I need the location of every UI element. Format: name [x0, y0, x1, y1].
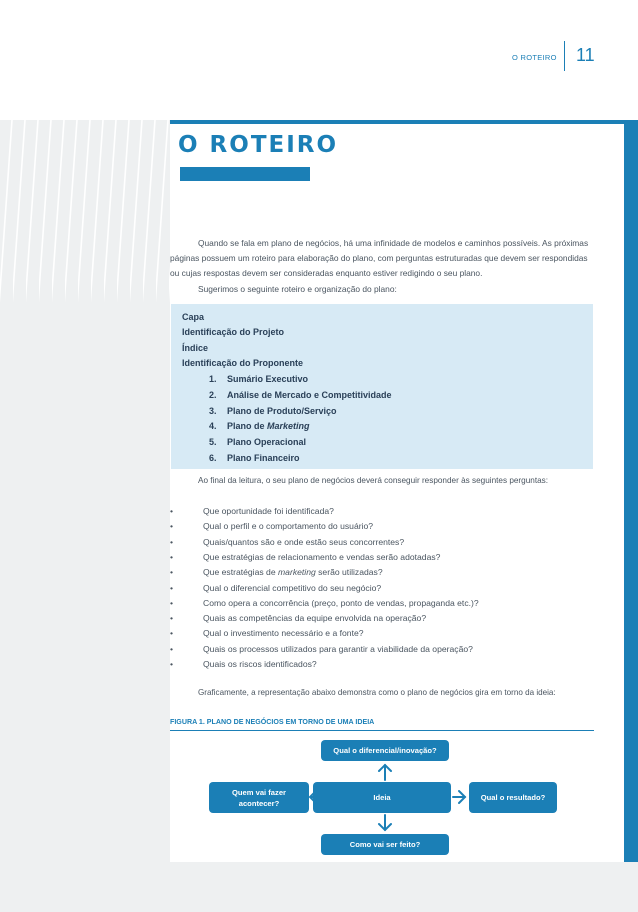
roadmap-numbered-item: 1. Sumário Executivo	[209, 374, 309, 384]
bullet-icon: •	[170, 597, 174, 608]
diagram-node-top: Qual o diferencial/inovação?	[321, 740, 449, 761]
bullet-icon: •	[170, 613, 174, 624]
bullet-icon: •	[170, 628, 174, 639]
roadmap-numbered-item: 2. Análise de Mercado e Competitividade	[209, 390, 392, 400]
arrow-right-icon	[453, 791, 465, 803]
roadmap-numbered-item: 5. Plano Operacional	[209, 437, 307, 447]
hatch-pattern-decoration	[0, 120, 170, 862]
arrow-down-icon	[379, 815, 391, 830]
roadmap-item: Identificação do Projeto	[182, 327, 285, 337]
roadmap-item: Identificação do Proponente	[182, 358, 304, 368]
diagram-node-center: Ideia	[313, 782, 451, 813]
intro-paragraph: Quando se fala em plano de negócios, há uma infinidade de modelos e caminhos possíveis. As próximas páginas possuem um roteiro para elaboração do plano, com perguntas estruturadas que devem ser respondidas ou cujas respostas devem ser consideradas enquanto estiver redigindo o seu plano.	[170, 238, 589, 279]
content-panel: O ROTEIRO Quando se fala em plano de negócios, há uma infinidade de modelos e caminhos possíveis. As próximas páginas possuem um roteiro para elaboração do plano, com perguntas estruturadas que devem ser respondidas ou cujas respostas devem ser consideradas enquanto estiver redigindo o seu plano. Sugerimos o seguinte roteiro e organização do plano: Capa Identificação do Projeto Índice Identificação do Proponente 1. Sumário Executivo 2. Análise de Mercado e Competitividade 3. Plano de Produto/Serviço 4. Plano de Marketing 5. Plano Operacional 6. Plano Financeiro Ao final da leitura, o seu plano de negócios deverá conseguir responder às seguintes perguntas: • Que oportunidade foi identificada? • Qual o perfil e o comportamento do usuário? • Quais/quantos são e onde estão seus concorrentes? • Que estratégias de relacionamento e vendas serão adotadas? • Que estratégias de marketing serão utilizadas? • Qual o diferencial competitivo do seu negócio? • Como opera a concorrência (preço, ponto de vendas, propaganda etc.)? • Quais as competências da equipe envolvida na operação? • Qual o investimento necessário e a fonte? • Quais os processos utilizados para garantir a viabilidade da operação? • Quais os riscos identificados? Graficamente, a representação abaixo demonstra como o plano de negócios gira em torno da ideia: FIGURA 1. PLANO DE NEGÓCIOS EM TORNO DE UMA IDEIA Qual o diferencial/inovação? Ideia Quem vai fazer acontecer? Qual o resultado? Como vai ser feito?	[170, 120, 624, 862]
bullet-icon: •	[170, 521, 174, 532]
roadmap-numbered-item: 3. Plano de Produto/Serviço	[209, 406, 337, 416]
diagram-arrows	[170, 734, 594, 860]
diagram-node-left: Quem vai fazer acontecer?	[209, 782, 309, 813]
bullet-icon: •	[170, 659, 174, 669]
running-title: O ROTEIRO	[512, 53, 557, 62]
questions-intro: Ao final da leitura, o seu plano de negócios deverá conseguir responder às seguintes perguntas:	[198, 476, 549, 485]
side-accent-strip	[624, 120, 638, 862]
page-number: 11	[576, 45, 595, 65]
diagram-node-bottom: Como vai ser feito?	[321, 834, 449, 855]
page-title: O ROTEIRO	[178, 132, 339, 158]
arrow-left-icon	[310, 791, 316, 803]
figure-rule	[170, 730, 594, 731]
title-accent-bar	[180, 167, 310, 181]
diagram-node-right: Qual o resultado?	[469, 782, 557, 813]
header-divider	[564, 41, 565, 71]
figure-caption: FIGURA 1. PLANO DE NEGÓCIOS EM TORNO DE UMA IDEIA	[170, 718, 375, 726]
page-header	[0, 0, 638, 120]
roadmap-item: Capa	[182, 312, 205, 322]
intro-suggestion: Sugerimos o seguinte roteiro e organização do plano:	[198, 284, 397, 294]
bullet-icon: •	[170, 643, 174, 654]
figure-intro: Graficamente, a representação abaixo demonstra como o plano de negócios gira em torno da ideia:	[198, 688, 556, 697]
idea-diagram	[170, 734, 594, 860]
bullet-icon: •	[170, 536, 174, 547]
roadmap-numbered-item: 6. Plano Financeiro	[209, 453, 300, 463]
bullet-icon: •	[170, 567, 174, 578]
bullet-icon: •	[170, 582, 174, 593]
roadmap-item: Índice	[182, 343, 209, 353]
bullet-icon: •	[170, 506, 174, 516]
bullet-icon: •	[170, 551, 174, 562]
roadmap-box	[171, 304, 593, 469]
arrow-up-icon	[379, 765, 391, 780]
roadmap-numbered-item: 4. Plano de Marketing	[209, 421, 310, 431]
